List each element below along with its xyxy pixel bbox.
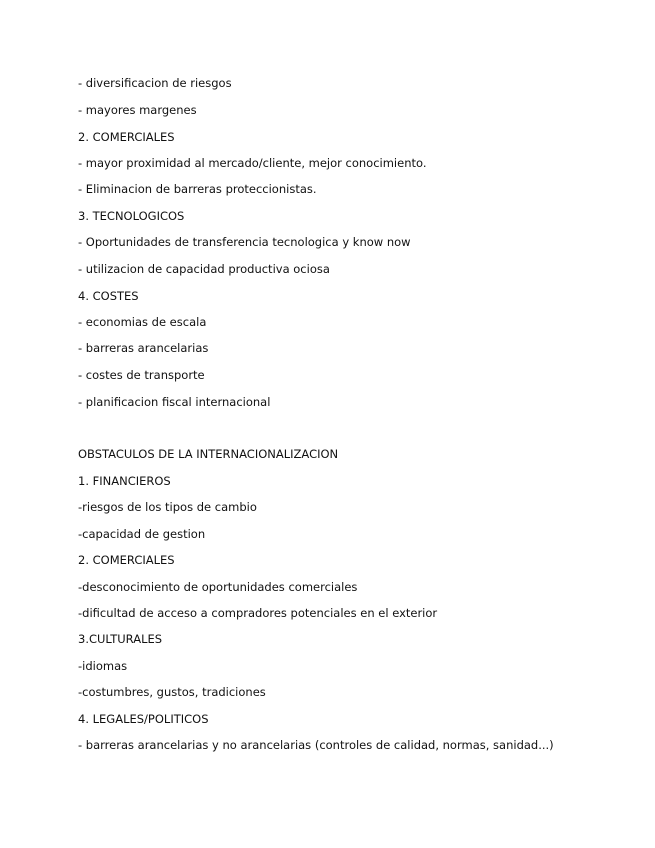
benefit-line: - mayores margenes <box>78 103 197 117</box>
section-heading: 1. FINANCIEROS <box>78 474 171 488</box>
benefit-line: - costes de transporte <box>78 368 205 382</box>
benefit-line: - planificacion fiscal internacional <box>78 395 271 409</box>
section-heading: 4. COSTES <box>78 289 139 303</box>
benefit-line: - diversificacion de riesgos <box>78 76 232 90</box>
benefit-line: - barreras arancelarias <box>78 341 209 355</box>
obstacle-line: -dificultad de acceso a compradores potenciales en el exterior <box>78 606 438 620</box>
benefit-line: - Oportunidades de transferencia tecnologica y know now <box>78 235 411 249</box>
obstacle-line: -capacidad de gestion <box>78 527 206 541</box>
obstacle-line: -riesgos de los tipos de cambio <box>78 500 257 514</box>
benefit-line: - mayor proximidad al mercado/cliente, mejor conocimiento. <box>78 156 427 170</box>
benefit-line: - Eliminacion de barreras proteccionistas. <box>78 182 317 196</box>
obstacle-line: -desconocimiento de oportunidades comerciales <box>78 580 358 594</box>
section-heading: 2. COMERCIALES <box>78 130 175 144</box>
obstacle-line: -costumbres, gustos, tradiciones <box>78 685 266 699</box>
section-heading: 2. COMERCIALES <box>78 553 175 567</box>
section-heading: 3. TECNOLOGICOS <box>78 209 185 223</box>
benefit-line: - utilizacion de capacidad productiva ociosa <box>78 262 330 276</box>
obstacles-title: OBSTACULOS DE LA INTERNACIONALIZACION <box>78 447 339 461</box>
section-heading: 3.CULTURALES <box>78 632 163 646</box>
obstacle-line: -idiomas <box>78 659 128 673</box>
obstacle-line: - barreras arancelarias y no arancelarias (controles de calidad, normas, sanidad...) <box>78 738 554 752</box>
benefit-line: - economias de escala <box>78 315 207 329</box>
section-heading: 4. LEGALES/POLITICOS <box>78 712 209 726</box>
